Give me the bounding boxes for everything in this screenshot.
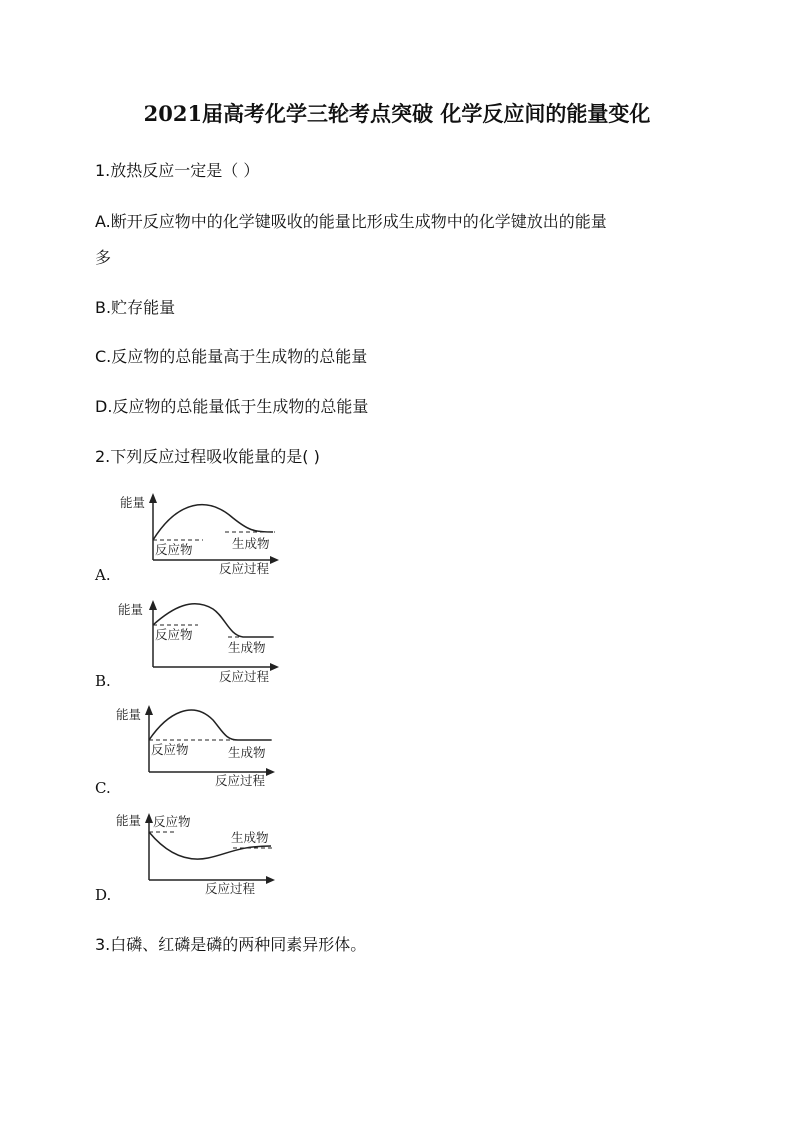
energy-diagram-d <box>113 810 283 904</box>
q2-option-b-letter: B. <box>95 672 111 690</box>
product-label: 生成物 <box>228 640 266 655</box>
y-axis-label: 能量 <box>116 813 142 828</box>
q2-option-d-letter: D. <box>95 886 112 904</box>
q2-option-c-letter: C. <box>95 779 111 797</box>
x-axis-label: 反应过程 <box>219 561 270 576</box>
reactant-label: 反应物 <box>155 627 193 642</box>
q1-option-c: C.反应物的总能量高于生成物的总能量 <box>95 347 368 366</box>
reactant-label: 反应物 <box>153 814 191 829</box>
energy-diagram-c <box>113 702 283 796</box>
product-label: 生成物 <box>232 536 270 551</box>
product-label: 生成物 <box>231 830 269 845</box>
y-axis-label: 能量 <box>118 602 144 617</box>
reactant-label: 反应物 <box>151 742 189 757</box>
reactant-label: 反应物 <box>155 542 193 557</box>
y-axis-label: 能量 <box>116 707 142 722</box>
q2-stem: 2.下列反应过程吸收能量的是( ) <box>95 447 320 466</box>
q3-stem: 3.白磷、红磷是磷的两种同素异形体。 <box>95 935 367 954</box>
page-title: 2021届高考化学三轮考点突破 化学反应间的能量变化 <box>143 101 651 126</box>
q1-stem: 1.放热反应一定是（ ） <box>95 161 260 180</box>
energy-diagram-b <box>113 597 283 691</box>
y-axis-label: 能量 <box>120 495 146 510</box>
q1-option-d: D.反应物的总能量低于生成物的总能量 <box>95 397 369 416</box>
q2-option-a-letter: A. <box>95 566 111 584</box>
q1-option-a-line2: 多 <box>95 248 112 267</box>
q1-option-b: B.贮存能量 <box>95 298 176 317</box>
product-label: 生成物 <box>228 745 266 760</box>
x-axis-label: 反应过程 <box>219 669 270 684</box>
energy-diagram-a <box>113 490 283 584</box>
x-axis-label: 反应过程 <box>215 773 266 788</box>
q1-option-a-line1: A.断开反应物中的化学键吸收的能量比形成生成物中的化学键放出的能量 <box>95 212 607 231</box>
x-axis-label: 反应过程 <box>205 881 256 896</box>
